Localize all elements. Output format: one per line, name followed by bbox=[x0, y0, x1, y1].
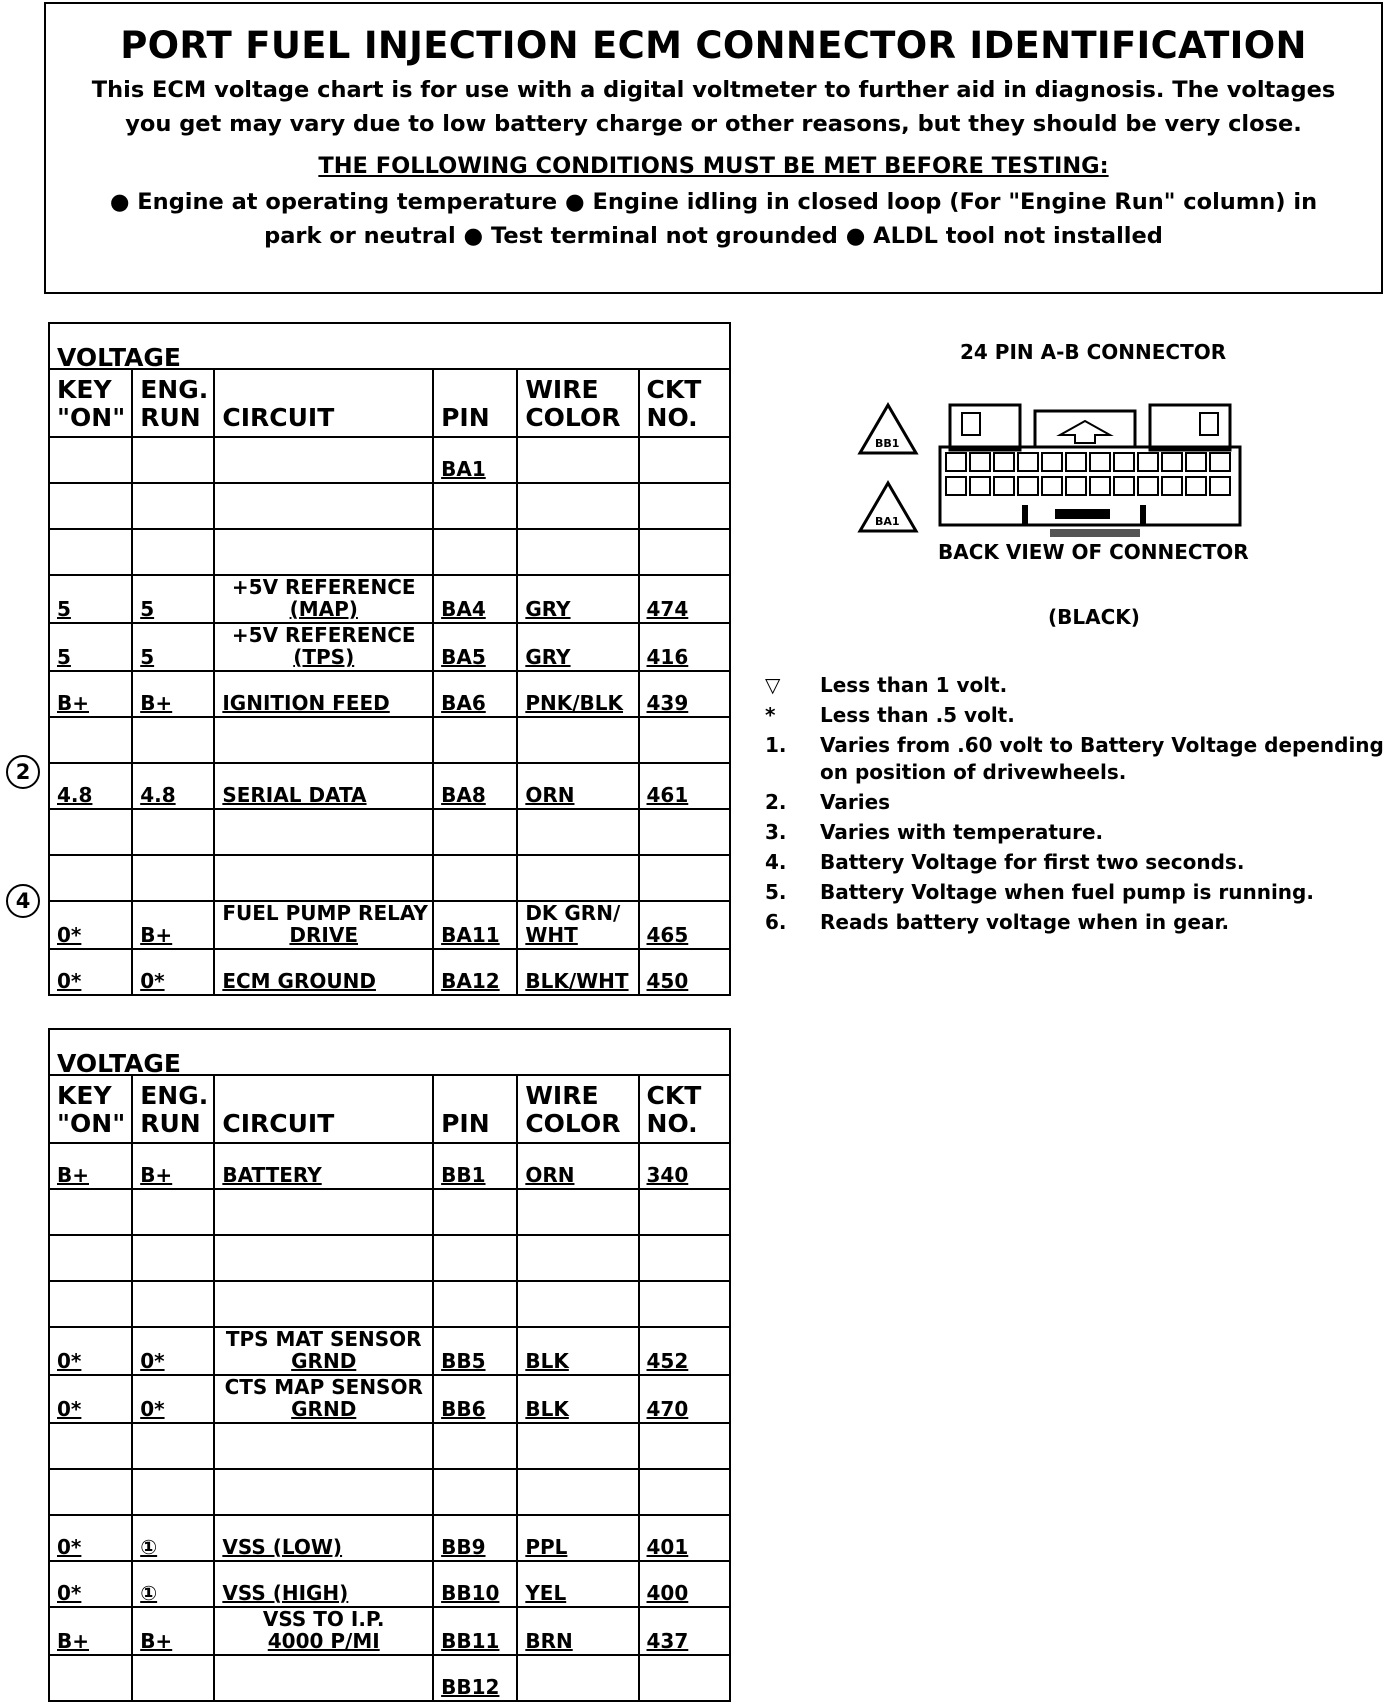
pin-cell: BA5 bbox=[433, 623, 517, 671]
wire-color-cell bbox=[517, 1281, 638, 1327]
circuit-cell bbox=[214, 437, 433, 483]
connector-pin bbox=[1114, 453, 1134, 471]
ckt-no-cell bbox=[639, 1281, 730, 1327]
wire-color-cell bbox=[517, 1189, 638, 1235]
key-on-cell: 5 bbox=[49, 623, 132, 671]
connector-pin bbox=[1114, 477, 1134, 495]
ckt-no-header: CKT NO. bbox=[639, 369, 730, 437]
connector-pin bbox=[1018, 453, 1038, 471]
connector-title: 24 PIN A-B CONNECTOR bbox=[960, 340, 1227, 364]
connector-pin bbox=[1162, 477, 1182, 495]
pin-cell bbox=[433, 483, 517, 529]
pin-cell bbox=[433, 855, 517, 901]
pin-header: PIN bbox=[433, 369, 517, 437]
pin-cell: BB6 bbox=[433, 1375, 517, 1423]
table-row bbox=[49, 855, 730, 901]
eng-run-cell bbox=[132, 529, 214, 575]
ckt-no-cell: 452 bbox=[639, 1327, 730, 1375]
wire-color-cell bbox=[517, 855, 638, 901]
table-row bbox=[49, 623, 730, 671]
circuit-cell bbox=[214, 855, 433, 901]
legend-text: Less than .5 volt. bbox=[820, 703, 1015, 727]
eng-run-header: ENG. RUN bbox=[132, 369, 214, 437]
circuit-cell: +5V REFERENCE (MAP) bbox=[214, 575, 433, 623]
connector-pin bbox=[946, 453, 966, 471]
circuit-cell: SERIAL DATA bbox=[214, 763, 433, 809]
connector-pin bbox=[994, 453, 1014, 471]
circled-marker-2: 2 bbox=[6, 755, 40, 789]
legend-item bbox=[765, 819, 1385, 846]
legend-symbol: 6. bbox=[765, 910, 787, 934]
legend-item bbox=[765, 879, 1385, 906]
ckt-no-header: CKT NO. bbox=[639, 1075, 730, 1143]
connector-pin bbox=[1162, 453, 1182, 471]
key-on-cell bbox=[49, 717, 132, 763]
connector-pin bbox=[1210, 453, 1230, 471]
eng-run-cell: B+ bbox=[132, 1607, 214, 1655]
eng-run-cell bbox=[132, 1189, 214, 1235]
pin-cell: BA11 bbox=[433, 901, 517, 949]
wire-color-cell bbox=[517, 1655, 638, 1701]
table-row bbox=[49, 1515, 730, 1561]
table-row bbox=[49, 1607, 730, 1655]
table-row bbox=[49, 1469, 730, 1515]
wire-color-cell: YEL bbox=[517, 1561, 638, 1607]
eng-run-cell bbox=[132, 809, 214, 855]
table-row bbox=[49, 1561, 730, 1607]
legend-item bbox=[765, 672, 1385, 699]
wire-color-cell bbox=[517, 529, 638, 575]
circuit-cell bbox=[214, 809, 433, 855]
ba1-label: BA1 bbox=[875, 515, 900, 528]
legend-symbol: 5. bbox=[765, 880, 787, 904]
pin-cell bbox=[433, 1469, 517, 1515]
eng-run-cell: 0* bbox=[132, 1327, 214, 1375]
eng-run-cell: 0* bbox=[132, 1375, 214, 1423]
table-row bbox=[49, 809, 730, 855]
connector-pin bbox=[1066, 453, 1086, 471]
wire-color-header: WIRE COLOR bbox=[517, 1075, 638, 1143]
pin-cell: BB10 bbox=[433, 1561, 517, 1607]
wire-color-header: WIRE COLOR bbox=[517, 369, 638, 437]
key-on-cell: 0* bbox=[49, 1375, 132, 1423]
ckt-no-cell: 474 bbox=[639, 575, 730, 623]
eng-run-cell: B+ bbox=[132, 671, 214, 717]
pin-cell: BA1 bbox=[433, 437, 517, 483]
key-on-cell: B+ bbox=[49, 1143, 132, 1189]
circled-marker-4: 4 bbox=[6, 884, 40, 918]
ckt-no-cell bbox=[639, 717, 730, 763]
legend-symbol: 1. bbox=[765, 733, 787, 757]
ckt-no-cell: 470 bbox=[639, 1375, 730, 1423]
circuit-header: CIRCUIT bbox=[214, 1075, 433, 1143]
wire-color-cell bbox=[517, 1235, 638, 1281]
circuit-cell: FUEL PUMP RELAY DRIVE bbox=[214, 901, 433, 949]
key-on-cell bbox=[49, 483, 132, 529]
eng-run-cell bbox=[132, 483, 214, 529]
legend-symbol: * bbox=[765, 703, 776, 727]
circuit-cell: VSS TO I.P. 4000 P/MI bbox=[214, 1607, 433, 1655]
key-on-cell bbox=[49, 1235, 132, 1281]
table-row bbox=[49, 1423, 730, 1469]
legend-item bbox=[765, 702, 1385, 729]
circuit-cell: ECM GROUND bbox=[214, 949, 433, 995]
pin-cell bbox=[433, 809, 517, 855]
table-row bbox=[49, 1281, 730, 1327]
ckt-no-cell bbox=[639, 1469, 730, 1515]
key-on-cell bbox=[49, 809, 132, 855]
pin-cell: BB11 bbox=[433, 1607, 517, 1655]
legend-text: Battery Voltage for first two seconds. bbox=[820, 850, 1245, 874]
eng-run-cell: ① bbox=[132, 1515, 214, 1561]
connector-pin bbox=[970, 453, 990, 471]
header-box bbox=[44, 2, 1383, 294]
legend bbox=[765, 672, 1385, 939]
eng-run-cell bbox=[132, 717, 214, 763]
ckt-no-cell bbox=[639, 855, 730, 901]
connector-pin bbox=[1018, 477, 1038, 495]
pin-cell: BB12 bbox=[433, 1655, 517, 1701]
table-row bbox=[49, 717, 730, 763]
eng-run-cell: ① bbox=[132, 1561, 214, 1607]
pin-cell bbox=[433, 529, 517, 575]
connector-pin bbox=[1138, 453, 1158, 471]
wire-color-cell: BLK/WHT bbox=[517, 949, 638, 995]
table-row bbox=[49, 901, 730, 949]
eng-run-cell bbox=[132, 1655, 214, 1701]
pin-cell: BB9 bbox=[433, 1515, 517, 1561]
circuit-cell: VSS (HIGH) bbox=[214, 1561, 433, 1607]
table-a-body bbox=[49, 437, 730, 995]
ckt-no-cell bbox=[639, 483, 730, 529]
key-on-cell bbox=[49, 529, 132, 575]
key-on-cell: 0* bbox=[49, 1327, 132, 1375]
connector-pin bbox=[1186, 477, 1206, 495]
table-row bbox=[49, 1327, 730, 1375]
key-on-cell bbox=[49, 437, 132, 483]
ckt-no-cell: 439 bbox=[639, 671, 730, 717]
ckt-no-cell bbox=[639, 437, 730, 483]
circuit-cell: VSS (LOW) bbox=[214, 1515, 433, 1561]
key-on-cell bbox=[49, 1469, 132, 1515]
ckt-no-cell: 416 bbox=[639, 623, 730, 671]
eng-run-cell bbox=[132, 1469, 214, 1515]
eng-run-cell: 5 bbox=[132, 623, 214, 671]
circuit-cell: BATTERY bbox=[214, 1143, 433, 1189]
conditions-title: THE FOLLOWING CONDITIONS MUST BE MET BEFORE TESTING: bbox=[318, 153, 1109, 179]
pin-cell bbox=[433, 717, 517, 763]
wire-color-cell: BLK bbox=[517, 1327, 638, 1375]
voltage-header: VOLTAGE bbox=[49, 323, 730, 369]
connector-pin bbox=[1138, 477, 1158, 495]
key-on-header: KEY "ON" bbox=[49, 369, 132, 437]
center-latch bbox=[1055, 509, 1110, 519]
pin-header: PIN bbox=[433, 1075, 517, 1143]
wire-color-cell bbox=[517, 717, 638, 763]
circuit-cell: CTS MAP SENSOR GRND bbox=[214, 1375, 433, 1423]
connector-pin bbox=[1090, 477, 1110, 495]
table-row bbox=[49, 1375, 730, 1423]
voltage-table-b bbox=[48, 1028, 731, 1702]
voltage-table-a bbox=[48, 322, 731, 996]
table-b-body bbox=[49, 1143, 730, 1701]
eng-run-cell bbox=[132, 1423, 214, 1469]
connector-pin bbox=[994, 477, 1014, 495]
key-on-header: KEY "ON" bbox=[49, 1075, 132, 1143]
key-on-cell: 0* bbox=[49, 1515, 132, 1561]
connector-pin bbox=[1186, 453, 1206, 471]
ckt-no-cell: 465 bbox=[639, 901, 730, 949]
wire-color-cell: ORN bbox=[517, 763, 638, 809]
connector-color: (BLACK) bbox=[1048, 605, 1140, 629]
circuit-cell bbox=[214, 1189, 433, 1235]
connector-base bbox=[1050, 529, 1140, 537]
header-intro: This ECM voltage chart is for use with a digital voltmeter to further aid in diagnosis. The voltages you get may vary due to low battery charge or other reasons, but they should be very close. bbox=[91, 77, 1336, 137]
conditions-text: ● Engine at operating temperature ● Engine idling in closed loop (For "Engine Run" column) in park or neutral ● Test terminal not grounded ● ALDL tool not installed bbox=[109, 189, 1318, 249]
pin-cell: BB1 bbox=[433, 1143, 517, 1189]
ckt-no-cell bbox=[639, 529, 730, 575]
key-on-cell: 0* bbox=[49, 949, 132, 995]
key-on-cell: 0* bbox=[49, 901, 132, 949]
legend-item bbox=[765, 789, 1385, 816]
wire-color-cell: BRN bbox=[517, 1607, 638, 1655]
circuit-cell: TPS MAT SENSOR GRND bbox=[214, 1327, 433, 1375]
eng-run-cell bbox=[132, 855, 214, 901]
wire-color-cell: BLK bbox=[517, 1375, 638, 1423]
key-on-cell bbox=[49, 1189, 132, 1235]
table-row bbox=[49, 1655, 730, 1701]
pin-cell bbox=[433, 1189, 517, 1235]
circuit-cell: IGNITION FEED bbox=[214, 671, 433, 717]
pin-cell: BB5 bbox=[433, 1327, 517, 1375]
wire-color-cell: DK GRN/ WHT bbox=[517, 901, 638, 949]
wire-color-cell: PNK/BLK bbox=[517, 671, 638, 717]
connector-left-tab bbox=[950, 405, 1020, 450]
wire-color-cell bbox=[517, 1423, 638, 1469]
key-on-cell: 4.8 bbox=[49, 763, 132, 809]
eng-run-cell bbox=[132, 1281, 214, 1327]
ckt-no-cell bbox=[639, 1423, 730, 1469]
bb1-label: BB1 bbox=[875, 437, 900, 450]
circuit-cell: +5V REFERENCE (TPS) bbox=[214, 623, 433, 671]
eng-run-cell: 4.8 bbox=[132, 763, 214, 809]
circuit-cell bbox=[214, 1423, 433, 1469]
pin-cell: BA6 bbox=[433, 671, 517, 717]
key-on-cell: B+ bbox=[49, 671, 132, 717]
legend-symbol: 2. bbox=[765, 790, 787, 814]
connector-key bbox=[1035, 411, 1135, 447]
ckt-no-cell: 401 bbox=[639, 1515, 730, 1561]
key-on-cell bbox=[49, 855, 132, 901]
circuit-cell bbox=[214, 1281, 433, 1327]
pin-grid bbox=[946, 453, 1230, 495]
key-on-cell bbox=[49, 1655, 132, 1701]
key-on-cell: B+ bbox=[49, 1607, 132, 1655]
ckt-no-cell: 400 bbox=[639, 1561, 730, 1607]
key-on-cell bbox=[49, 1281, 132, 1327]
table-row bbox=[49, 575, 730, 623]
legend-text: Battery Voltage when fuel pump is running. bbox=[820, 880, 1314, 904]
circuit-cell bbox=[214, 717, 433, 763]
table-row bbox=[49, 671, 730, 717]
key-on-cell: 5 bbox=[49, 575, 132, 623]
eng-run-cell bbox=[132, 437, 214, 483]
wire-color-cell bbox=[517, 483, 638, 529]
legend-item bbox=[765, 732, 1385, 786]
connector-drawing bbox=[850, 365, 1270, 565]
wire-color-cell: PPL bbox=[517, 1515, 638, 1561]
connector-pin bbox=[1042, 453, 1062, 471]
wire-color-cell bbox=[517, 809, 638, 855]
ckt-no-cell bbox=[639, 1189, 730, 1235]
table-row bbox=[49, 1143, 730, 1189]
connector-diagram bbox=[850, 335, 1270, 629]
ckt-no-cell: 340 bbox=[639, 1143, 730, 1189]
connector-pin bbox=[1090, 453, 1110, 471]
wire-color-cell: GRY bbox=[517, 623, 638, 671]
connector-pin bbox=[1066, 477, 1086, 495]
eng-run-cell: B+ bbox=[132, 1143, 214, 1189]
circuit-cell bbox=[214, 483, 433, 529]
ckt-no-cell bbox=[639, 809, 730, 855]
circuit-header: CIRCUIT bbox=[214, 369, 433, 437]
pin-cell: BA4 bbox=[433, 575, 517, 623]
eng-run-cell: 5 bbox=[132, 575, 214, 623]
pin-cell: BA12 bbox=[433, 949, 517, 995]
connector-pin bbox=[970, 477, 990, 495]
legend-text: Less than 1 volt. bbox=[820, 673, 1008, 697]
wire-color-cell: GRY bbox=[517, 575, 638, 623]
legend-text: Varies with temperature. bbox=[820, 820, 1104, 844]
table-row bbox=[49, 763, 730, 809]
wire-color-cell: ORN bbox=[517, 1143, 638, 1189]
circuit-cell bbox=[214, 529, 433, 575]
pin-cell bbox=[433, 1281, 517, 1327]
connector-caption: BACK VIEW OF CONNECTOR bbox=[938, 540, 1249, 564]
legend-symbol: 3. bbox=[765, 820, 787, 844]
ckt-no-cell: 450 bbox=[639, 949, 730, 995]
arrow-up-icon bbox=[1060, 421, 1110, 443]
circuit-cell bbox=[214, 1655, 433, 1701]
pin-cell bbox=[433, 1423, 517, 1469]
ckt-no-cell: 461 bbox=[639, 763, 730, 809]
eng-run-header: ENG. RUN bbox=[132, 1075, 214, 1143]
legend-text: Varies bbox=[820, 790, 891, 814]
ckt-no-cell: 437 bbox=[639, 1607, 730, 1655]
ckt-no-cell bbox=[639, 1235, 730, 1281]
pin-cell bbox=[433, 1235, 517, 1281]
key-on-cell: 0* bbox=[49, 1561, 132, 1607]
legend-item bbox=[765, 909, 1385, 936]
circuit-cell bbox=[214, 1235, 433, 1281]
table-row bbox=[49, 949, 730, 995]
connector-pin bbox=[1042, 477, 1062, 495]
legend-text: Reads battery voltage when in gear. bbox=[820, 910, 1230, 934]
table-row bbox=[49, 1235, 730, 1281]
wire-color-cell bbox=[517, 437, 638, 483]
page-title: PORT FUEL INJECTION ECM CONNECTOR IDENTIFICATION bbox=[120, 24, 1307, 67]
circuit-cell bbox=[214, 1469, 433, 1515]
key-on-cell bbox=[49, 1423, 132, 1469]
legend-symbol: 4. bbox=[765, 850, 787, 874]
connector-pin bbox=[1210, 477, 1230, 495]
voltage-header: VOLTAGE bbox=[49, 1029, 730, 1075]
table-row bbox=[49, 1189, 730, 1235]
eng-run-cell bbox=[132, 1235, 214, 1281]
pin-cell: BA8 bbox=[433, 763, 517, 809]
table-row bbox=[49, 483, 730, 529]
table-row bbox=[49, 529, 730, 575]
eng-run-cell: 0* bbox=[132, 949, 214, 995]
table-row bbox=[49, 437, 730, 483]
legend-symbol: ▽ bbox=[765, 673, 781, 697]
legend-text: Varies from .60 volt to Battery Voltage depending on position of drivewheels. bbox=[820, 733, 1384, 784]
eng-run-cell: B+ bbox=[132, 901, 214, 949]
wire-color-cell bbox=[517, 1469, 638, 1515]
legend-item bbox=[765, 849, 1385, 876]
connector-pin bbox=[946, 477, 966, 495]
ckt-no-cell bbox=[639, 1655, 730, 1701]
